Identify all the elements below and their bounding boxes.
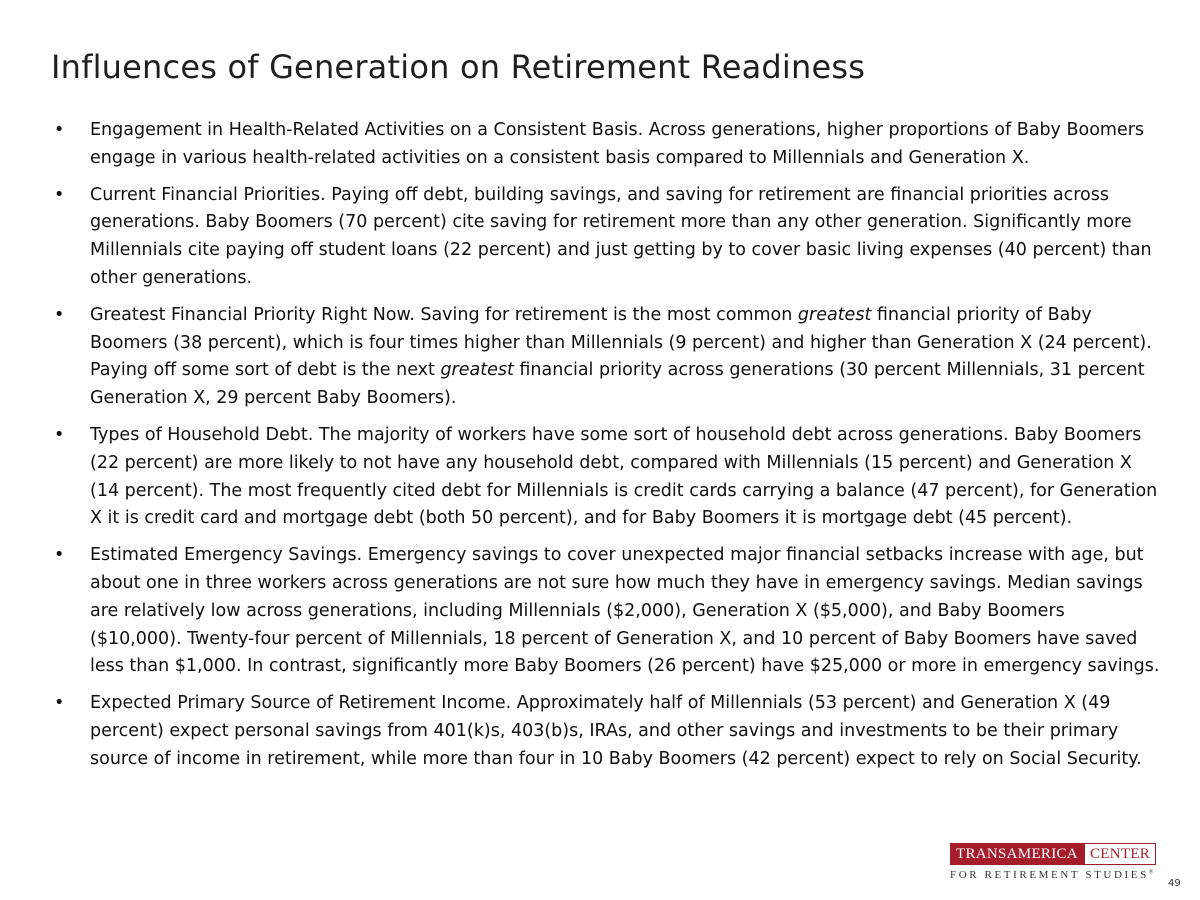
bullet-icon: •: [54, 424, 65, 445]
bullet-item-household-debt: [50, 422, 1160, 533]
bullet-text: Current Financial Priorities. Paying off debt, building savings, and saving for retirement are financial priorities across generations. Baby Boomers (70 percent) cite saving for retirement more than any other generation. Significantly more Millennials cite paying off student loans (22 percent) and just getting by to cover basic living expenses (40 percent) than other generations.: [90, 184, 1152, 288]
registered-mark: ®: [1148, 869, 1154, 876]
bullet-text-part: Greatest Financial Priority Right Now. Saving for retirement is the most common: [90, 304, 798, 325]
bullet-item-health-activities: [50, 117, 1160, 173]
bullet-text: Expected Primary Source of Retirement Income. Approximately half of Millennials (53 percent) and Generation X (49 percent) expect personal savings from 401(k)s, 403(b)s, IRAs, and other savings and investments to be their primary source of income in retirement, while more than four in 10 Baby Boomers (42 percent) expect to rely on Social Security.: [90, 693, 1142, 769]
bullet-list: [50, 117, 1160, 783]
bullet-text-part: financial priority of Baby Boomers (38 percent), which is four times higher than Millennials (9 percent) and higher than Generation X (24 percent). Paying off some sort of debt is the next: [90, 304, 1152, 381]
bullet-item-retirement-income: [50, 690, 1160, 773]
bullet-icon: •: [54, 693, 65, 714]
logo-tagline-text: FOR RETIREMENT STUDIES: [950, 869, 1149, 881]
bullet-text: Engagement in Health-Related Activities on a Consistent Basis. Across generations, higher proportions of Baby Boomers engage in various health-related activities on a consistent basis compared to Millennials and Generation X.: [90, 120, 1145, 168]
emphasis-text: greatest: [440, 360, 514, 381]
bullet-item-financial-priorities: [50, 182, 1160, 293]
logo-transamerica-text: TRANSAMERICA: [950, 843, 1084, 865]
bullet-icon: •: [54, 545, 65, 566]
logo-wordmark: [950, 843, 1165, 865]
bullet-item-emergency-savings: [50, 542, 1160, 681]
page-number: 49: [1168, 878, 1181, 889]
page-title: Influences of Generation on Retirement Readiness: [51, 48, 866, 86]
bullet-icon: •: [54, 184, 65, 205]
bullet-icon: •: [54, 120, 65, 140]
bullet-icon: •: [54, 304, 65, 325]
logo-tagline: [950, 869, 1165, 881]
bullet-item-greatest-priority: [50, 302, 1160, 413]
bullet-text-part: financial priority across generations (30 percent Millennials, 31 percent Generation X, 29 percent Baby Boomers).: [90, 360, 1145, 409]
bullet-text: Estimated Emergency Savings. Emergency savings to cover unexpected major financial setbacks increase with age, but about one in three workers across generations are not sure how much they have in emergency savings. Median savings are relatively low across generations, including Millennials ($2,000), Generation X ($5,000), and Baby Boomers ($10,000). Twenty-four percent of Millennials, 18 percent of Generation X, and 10 percent of Baby Boomers have saved less than $1,000. In contrast, significantly more Baby Boomers (26 percent) have $25,000 or more in emergency savings.: [90, 545, 1160, 677]
logo-center-text: CENTER: [1084, 843, 1156, 865]
bullet-text: Types of Household Debt. The majority of workers have some sort of household debt across generations. Baby Boomers (22 percent) are more likely to not have any household debt, compared with Millennials (15 percent) and Generation X (14 percent). The most frequently cited debt for Millennials is credit cards carrying a balance (47 percent), for Generation X it is credit card and mortgage debt (both 50 percent), and for Baby Boomers it is mortgage debt (45 percent).: [90, 424, 1158, 529]
transamerica-logo: [950, 843, 1165, 881]
emphasis-text: greatest: [797, 304, 872, 325]
